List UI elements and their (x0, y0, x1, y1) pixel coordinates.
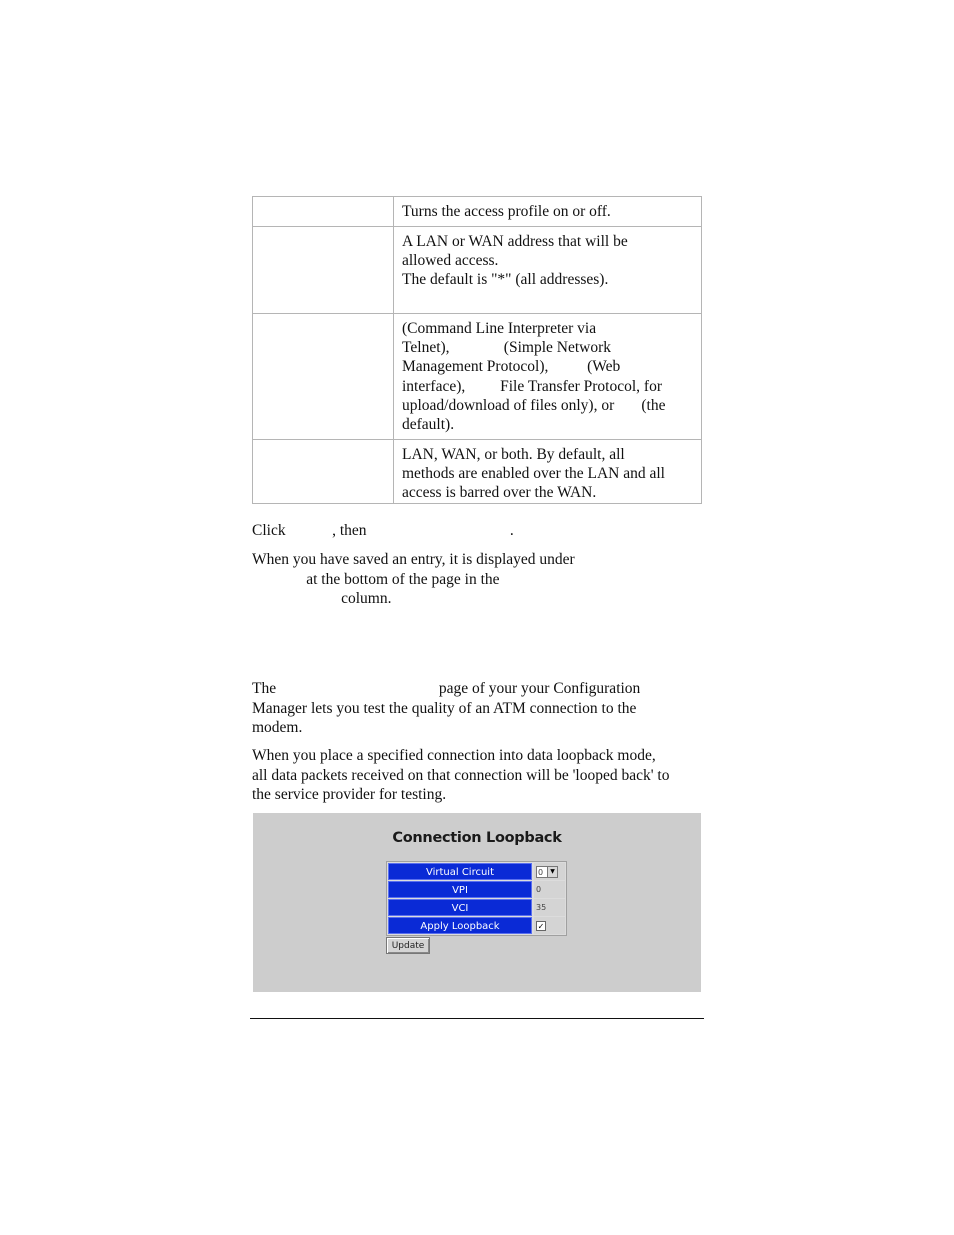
saved-entry-paragraph: When you have saved an entry, it is displayed under at the bottom of the page in the column. (252, 551, 575, 607)
virtual-circuit-row (388, 863, 565, 880)
update-button[interactable]: Update (386, 937, 430, 954)
connection-loopback-screenshot (253, 813, 701, 992)
table-row (253, 227, 702, 314)
loopback-intro-paragraph: The page of your your Configuration Manager lets you test the quality of an ATM connection to the modem. (252, 680, 641, 736)
apply-loopback-label: Apply Loopback (388, 917, 532, 934)
virtual-circuit-select[interactable]: 0 ▼ (536, 866, 558, 878)
footer-rule (250, 1018, 704, 1019)
parameter-description: LAN, WAN, or both. By default, all methods are enabled over the LAN and all access is barred over the WAN. (394, 440, 702, 504)
vpi-row (388, 881, 565, 898)
table-row (253, 314, 702, 440)
vpi-value: 0 (534, 881, 565, 898)
parameter-description: Turns the access profile on or off. (394, 197, 702, 227)
apply-loopback-cell (534, 917, 565, 934)
screenshot-title: Connection Loopback (392, 830, 562, 846)
chevron-down-icon: ▼ (547, 867, 557, 877)
vci-value: 35 (534, 899, 565, 916)
vci-row (388, 899, 565, 916)
parameter-table (252, 196, 702, 504)
loopback-form (386, 861, 567, 936)
vci-label: VCI (388, 899, 532, 916)
parameter-label (253, 227, 394, 314)
parameter-label (253, 440, 394, 504)
apply-loopback-checkbox[interactable]: ✓ (537, 921, 545, 931)
table-row (253, 440, 702, 504)
parameter-description: A LAN or WAN address that will be allowed access. The default is "*" (all addresses). (394, 227, 702, 314)
vpi-label: VPI (388, 881, 532, 898)
click-instruction: Click , then . (252, 522, 514, 539)
parameter-description: (Command Line Interpreter via Telnet), (Simple Network Management Protocol), (Web interface), File Transfer Protocol, for upload/download of files only), or (the default). (394, 314, 702, 440)
parameter-label (253, 197, 394, 227)
table-row (253, 197, 702, 227)
parameter-label (253, 314, 394, 440)
loopback-detail-paragraph: When you place a specified connection into data loopback mode, all data packets received on that connection will be 'looped back' to the service provider for testing. (252, 747, 670, 803)
virtual-circuit-cell (534, 863, 565, 880)
apply-loopback-row (388, 917, 565, 934)
virtual-circuit-label: Virtual Circuit (388, 863, 532, 880)
